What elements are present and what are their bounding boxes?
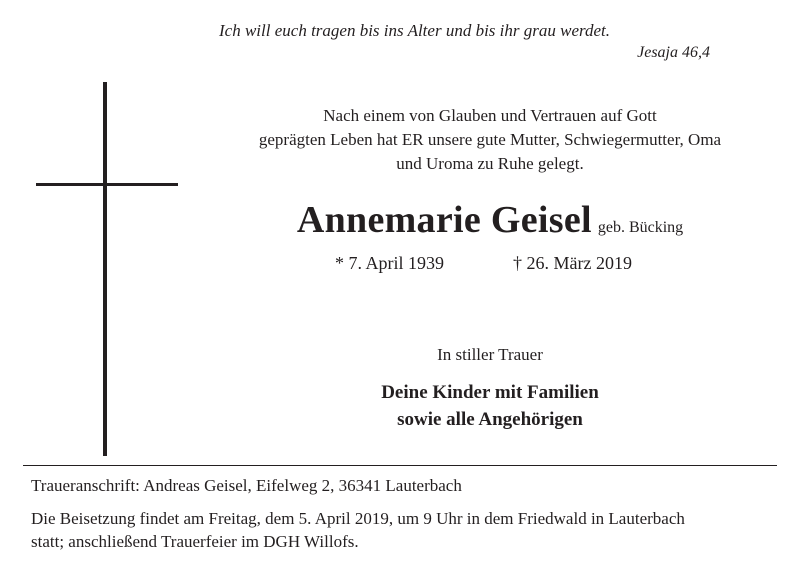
cross-vertical-bar [103, 82, 107, 456]
bible-verse: Ich will euch tragen bis ins Alter und bis ihr grau werdet. [219, 21, 610, 40]
mourners-line: Deine Kinder mit Familien [381, 382, 599, 403]
mourners-line: sowie alle Angehörigen [397, 409, 583, 430]
verse-source: Jesaja 46,4 [637, 44, 710, 61]
cross-horizontal-bar [36, 183, 178, 186]
burial-line: statt; anschließend Trauerfeier im DGH Willofs. [31, 532, 359, 551]
intro-line: Nach einem von Glauben und Vertrauen auf Gott [323, 106, 657, 125]
mourners-list [200, 379, 780, 433]
intro-line: geprägten Leben hat ER unsere gute Mutter, Schwiegermutter, Oma [258, 130, 722, 149]
intro-line: und Uroma zu Ruhe gelegt. [396, 154, 584, 173]
death-date: † 26. März 2019 [513, 253, 632, 273]
burial-line: Die Beisetzung findet am Freitag, dem 5. April 2019, um 9 Uhr in dem Friedwald in Lauterbach [31, 509, 685, 528]
birth-date: * 7. April 1939 [335, 253, 445, 273]
mourning-address: Traueranschrift: Andreas Geisel, Eifelweg 2, 36341 Lauterbach [31, 476, 462, 495]
maiden-name: geb. Bücking [597, 219, 684, 236]
burial-notice [31, 507, 791, 553]
mourning-heading: In stiller Trauer [437, 345, 543, 364]
deceased-name: Annemarie Geisel [296, 199, 592, 241]
footer-divider [23, 465, 777, 466]
deceased-name-row [200, 198, 780, 242]
intro-text [200, 104, 780, 176]
